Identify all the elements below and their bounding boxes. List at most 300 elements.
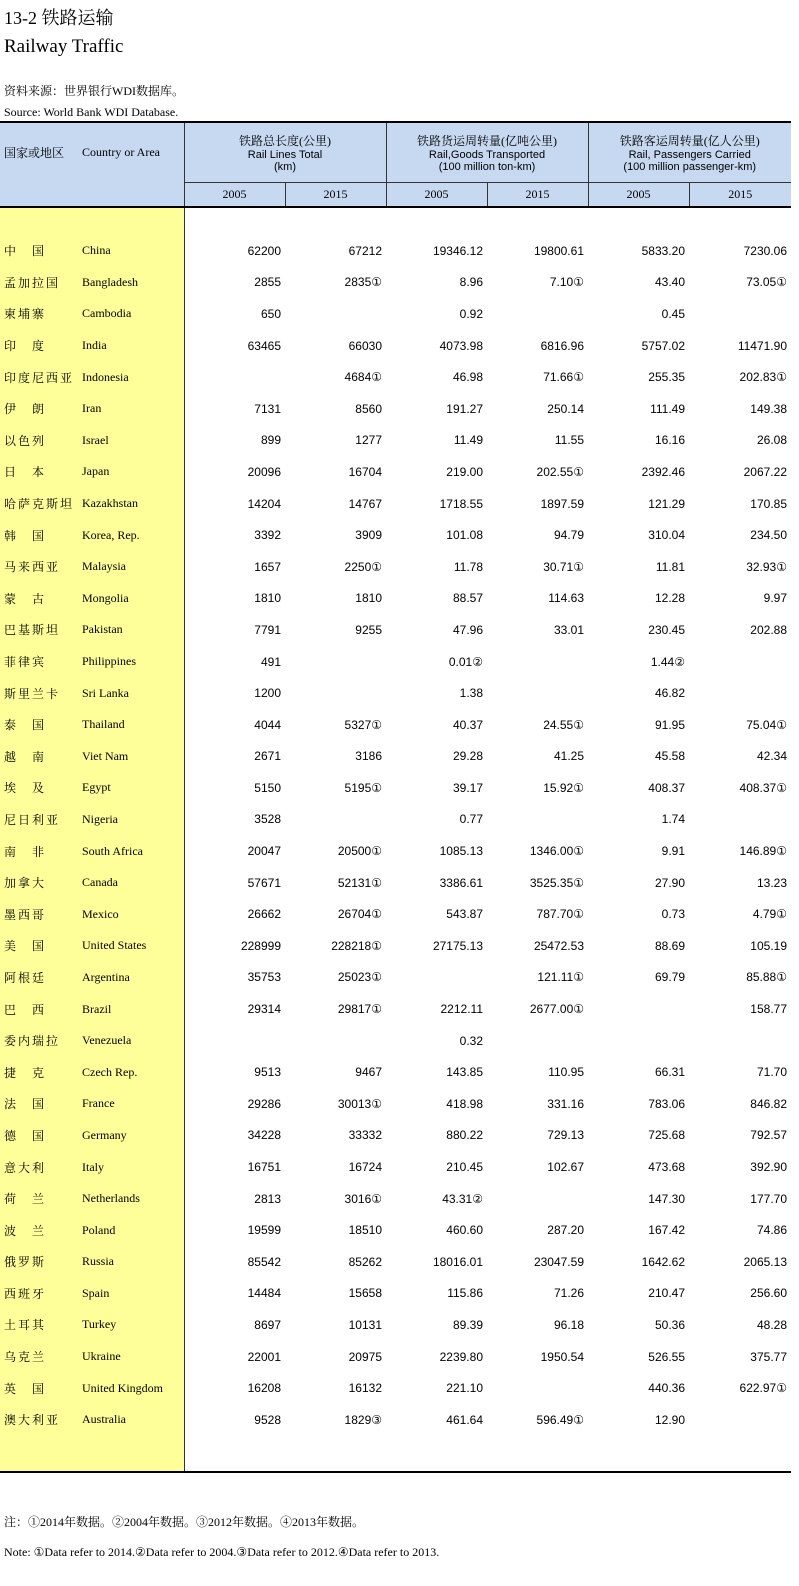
value-cell: 1085.13 bbox=[439, 844, 483, 859]
table-row bbox=[0, 835, 791, 867]
value-cell: 2212.11 bbox=[440, 1002, 483, 1017]
value-cell: 2671 bbox=[254, 749, 281, 764]
value-cell: 85.88① bbox=[746, 970, 787, 985]
value-cell: 408.37① bbox=[739, 780, 787, 795]
country-name-cn: 伊 朗 bbox=[0, 393, 82, 425]
value-cell: 1657 bbox=[254, 559, 281, 574]
value-cell: 12.28 bbox=[654, 591, 685, 606]
table-row bbox=[0, 646, 791, 678]
value-cell: 1810 bbox=[355, 591, 382, 606]
country-name-cn: 尼日利亚 bbox=[0, 804, 82, 836]
value-cell: 67212 bbox=[348, 243, 382, 258]
table-row bbox=[0, 298, 791, 330]
value-cell bbox=[487, 804, 588, 836]
header-group-passengers-cn: 铁路客运周转量(亿人公里) bbox=[619, 133, 760, 148]
country-name-en: Japan bbox=[82, 456, 184, 488]
value-cell: 3909 bbox=[355, 528, 382, 543]
table-row bbox=[0, 709, 791, 741]
value-cell: 3392 bbox=[254, 528, 281, 543]
value-cell: 62200 bbox=[247, 243, 281, 258]
table-row bbox=[0, 741, 791, 773]
value-cell: 1.38 bbox=[459, 686, 483, 701]
value-cell: 25472.53 bbox=[533, 938, 584, 953]
value-cell bbox=[588, 993, 689, 1025]
value-cell: 121.11① bbox=[537, 970, 584, 985]
country-name-cn: 美 国 bbox=[0, 930, 82, 962]
value-cell: 71.26 bbox=[553, 1286, 584, 1301]
value-cell: 2835① bbox=[344, 275, 382, 290]
country-name-cn: 埃 及 bbox=[0, 772, 82, 804]
value-cell: 460.60 bbox=[446, 1223, 483, 1238]
value-cell: 899 bbox=[260, 433, 281, 448]
value-cell: 202.88 bbox=[750, 622, 787, 637]
country-name-en: Cambodia bbox=[82, 298, 184, 330]
value-cell: 0.01② bbox=[448, 654, 483, 669]
year-header: 2015 bbox=[285, 182, 386, 207]
country-name-cn: 乌克兰 bbox=[0, 1341, 82, 1373]
header-group-goods-cn: 铁路货运周转量(亿吨公里) bbox=[417, 133, 557, 148]
value-cell: 210.45 bbox=[446, 1160, 483, 1175]
value-cell: 30.71① bbox=[543, 559, 584, 574]
value-cell: 147.30 bbox=[648, 1191, 685, 1206]
country-name-en: South Africa bbox=[82, 835, 184, 867]
table-row bbox=[0, 1404, 791, 1436]
value-cell: 46.98 bbox=[452, 370, 483, 385]
country-name-cn: 巴 西 bbox=[0, 993, 82, 1025]
country-name-cn: 加拿大 bbox=[0, 867, 82, 899]
value-cell: 20975 bbox=[348, 1349, 382, 1364]
country-name-en: Argentina bbox=[82, 962, 184, 994]
table-row bbox=[0, 393, 791, 425]
value-cell: 48.28 bbox=[756, 1317, 787, 1332]
country-name-en: China bbox=[82, 235, 184, 267]
value-cell: 0.73 bbox=[661, 907, 685, 922]
country-name-cn: 马来西亚 bbox=[0, 551, 82, 583]
value-cell: 52131① bbox=[337, 875, 382, 890]
table-row bbox=[0, 488, 791, 520]
country-name-en: Germany bbox=[82, 1120, 184, 1152]
value-cell: 202.83① bbox=[739, 370, 787, 385]
country-name-cn: 越 南 bbox=[0, 741, 82, 773]
value-cell: 2392.46 bbox=[641, 464, 685, 479]
value-cell: 7791 bbox=[254, 622, 281, 637]
table-row bbox=[0, 930, 791, 962]
value-cell: 7.10① bbox=[549, 275, 584, 290]
country-name-en: United Kingdom bbox=[82, 1372, 184, 1404]
value-cell bbox=[285, 677, 386, 709]
value-cell: 12.90 bbox=[654, 1412, 685, 1427]
value-cell: 310.04 bbox=[648, 528, 685, 543]
value-cell bbox=[487, 1372, 588, 1404]
value-cell: 191.27 bbox=[446, 401, 483, 416]
value-cell: 2239.80 bbox=[439, 1349, 483, 1364]
value-cell: 1.74 bbox=[661, 812, 685, 827]
header-group-rail-lines bbox=[184, 122, 386, 182]
value-cell: 9.97 bbox=[763, 591, 787, 606]
value-cell: 228218① bbox=[331, 938, 382, 953]
value-cell: 46.82 bbox=[654, 686, 685, 701]
value-cell: 15658 bbox=[348, 1286, 382, 1301]
value-cell: 13.23 bbox=[756, 875, 787, 890]
value-cell: 11.78 bbox=[453, 559, 483, 574]
value-cell: 5327① bbox=[344, 717, 382, 732]
country-name-cn: 哈萨克斯坦 bbox=[0, 488, 82, 520]
value-cell bbox=[689, 677, 791, 709]
value-cell: 16132 bbox=[348, 1381, 382, 1396]
country-name-en: Nigeria bbox=[82, 804, 184, 836]
value-cell: 210.47 bbox=[648, 1286, 685, 1301]
table-row bbox=[0, 267, 791, 299]
value-cell: 75.04① bbox=[746, 717, 787, 732]
value-cell: 1897.59 bbox=[540, 496, 584, 511]
country-name-en: Mexico bbox=[82, 898, 184, 930]
value-cell: 5757.02 bbox=[641, 338, 685, 353]
value-cell: 9528 bbox=[254, 1412, 281, 1427]
value-cell: 29.28 bbox=[452, 749, 483, 764]
country-name-en: Korea, Rep. bbox=[82, 519, 184, 551]
value-cell: 35753 bbox=[247, 970, 281, 985]
value-cell: 11.55 bbox=[554, 433, 584, 448]
year-header: 2005 bbox=[184, 182, 285, 207]
value-cell: 787.70① bbox=[536, 907, 584, 922]
value-cell: 20500① bbox=[337, 844, 382, 859]
value-cell: 3016① bbox=[344, 1191, 382, 1206]
value-cell: 45.58 bbox=[654, 749, 685, 764]
header-group-goods-unit: (100 million ton-km) bbox=[438, 160, 536, 173]
value-cell: 729.13 bbox=[547, 1128, 584, 1143]
value-cell: 43.40 bbox=[654, 275, 685, 290]
value-cell: 219.00 bbox=[446, 464, 483, 479]
table-row bbox=[0, 867, 791, 899]
value-cell: 158.77 bbox=[750, 1002, 787, 1017]
table-row bbox=[0, 772, 791, 804]
value-cell: 1718.55 bbox=[439, 496, 483, 511]
value-cell: 7230.06 bbox=[743, 243, 787, 258]
source-note-en: Source: World Bank WDI Database. bbox=[4, 105, 179, 119]
header-blank-cn bbox=[0, 182, 82, 207]
year-header: 2015 bbox=[689, 182, 791, 207]
value-cell: 19599 bbox=[247, 1223, 281, 1238]
country-name-en: Thailand bbox=[82, 709, 184, 741]
value-cell: 29314 bbox=[247, 1002, 281, 1017]
country-name-cn: 荷 兰 bbox=[0, 1183, 82, 1215]
table-row bbox=[0, 425, 791, 457]
value-cell: 0.77 bbox=[459, 812, 483, 827]
country-name-cn: 泰 国 bbox=[0, 709, 82, 741]
value-cell bbox=[285, 804, 386, 836]
value-cell: 846.82 bbox=[750, 1096, 787, 1111]
value-cell: 8.96 bbox=[459, 275, 483, 290]
value-cell bbox=[285, 298, 386, 330]
value-cell: 71.70 bbox=[756, 1065, 787, 1080]
value-cell bbox=[285, 646, 386, 678]
country-name-en: Iran bbox=[82, 393, 184, 425]
value-cell: 0.45 bbox=[661, 306, 685, 321]
value-cell: 2855 bbox=[254, 275, 281, 290]
value-cell bbox=[689, 1404, 791, 1436]
value-cell: 111.49 bbox=[650, 401, 685, 416]
value-cell bbox=[588, 1025, 689, 1057]
value-cell: 5150 bbox=[254, 780, 281, 795]
table-row bbox=[0, 962, 791, 994]
source-note-cn: 资料来源：世界银行WDI数据库。 bbox=[4, 84, 184, 98]
value-cell: 146.89① bbox=[739, 844, 787, 859]
value-cell: 4684① bbox=[344, 370, 382, 385]
value-cell: 43.31② bbox=[442, 1191, 483, 1206]
value-cell: 22001 bbox=[247, 1349, 281, 1364]
value-cell: 1.44② bbox=[650, 654, 685, 669]
value-cell: 7131 bbox=[254, 401, 281, 416]
value-cell: 9255 bbox=[355, 622, 382, 637]
value-cell: 14767 bbox=[348, 496, 382, 511]
value-cell: 440.36 bbox=[648, 1381, 685, 1396]
table-row bbox=[0, 898, 791, 930]
value-cell: 10131 bbox=[348, 1317, 382, 1332]
value-cell: 1810 bbox=[254, 591, 281, 606]
value-cell: 392.90 bbox=[750, 1160, 787, 1175]
year-header: 2005 bbox=[386, 182, 487, 207]
value-cell: 0.32 bbox=[459, 1033, 483, 1048]
country-name-en: India bbox=[82, 330, 184, 362]
value-cell: 47.96 bbox=[452, 622, 483, 637]
value-cell: 19346.12 bbox=[432, 243, 483, 258]
header-group-passengers-unit: (100 million passenger-km) bbox=[623, 160, 757, 173]
country-name-cn: 波 兰 bbox=[0, 1214, 82, 1246]
value-cell: 41.25 bbox=[553, 749, 584, 764]
value-cell: 167.42 bbox=[648, 1223, 685, 1238]
table-row bbox=[0, 583, 791, 615]
value-cell: 461.64 bbox=[446, 1412, 483, 1427]
table-row bbox=[0, 1183, 791, 1215]
country-name-cn: 捷 克 bbox=[0, 1056, 82, 1088]
country-name-en: Spain bbox=[82, 1278, 184, 1310]
value-cell bbox=[487, 1183, 588, 1215]
value-cell bbox=[184, 1025, 285, 1057]
value-cell: 110.95 bbox=[548, 1065, 584, 1080]
table-row bbox=[0, 330, 791, 362]
year-header: 2005 bbox=[588, 182, 689, 207]
value-cell: 5195① bbox=[344, 780, 382, 795]
value-cell: 287.20 bbox=[547, 1223, 584, 1238]
value-cell: 27.90 bbox=[654, 875, 685, 890]
value-cell: 29286 bbox=[247, 1096, 281, 1111]
value-cell: 408.37 bbox=[648, 780, 685, 795]
value-cell: 16.16 bbox=[654, 433, 685, 448]
country-name-cn: 印度尼西亚 bbox=[0, 361, 82, 393]
country-name-en: Poland bbox=[82, 1214, 184, 1246]
value-cell: 66.31 bbox=[654, 1065, 685, 1080]
value-cell: 57671 bbox=[247, 875, 281, 890]
value-cell: 255.35 bbox=[648, 370, 685, 385]
table-row bbox=[0, 1056, 791, 1088]
value-cell: 596.49① bbox=[536, 1412, 584, 1427]
country-name-cn: 英 国 bbox=[0, 1372, 82, 1404]
railway-table-container bbox=[0, 121, 791, 1473]
value-cell: 74.86 bbox=[756, 1223, 787, 1238]
value-cell bbox=[487, 1025, 588, 1057]
value-cell: 94.79 bbox=[553, 528, 584, 543]
country-name-en: Bangladesh bbox=[82, 267, 184, 299]
value-cell: 4.79① bbox=[752, 907, 787, 922]
value-cell: 4073.98 bbox=[439, 338, 483, 353]
header-group-passengers bbox=[588, 122, 791, 182]
table-row bbox=[0, 1309, 791, 1341]
country-name-en: Australia bbox=[82, 1404, 184, 1436]
value-cell: 5833.20 bbox=[641, 243, 685, 258]
value-cell: 792.57 bbox=[750, 1128, 787, 1143]
value-cell: 1642.62 bbox=[641, 1254, 685, 1269]
table-row bbox=[0, 1120, 791, 1152]
value-cell: 91.95 bbox=[654, 717, 685, 732]
header-country-cn: 国家或地区 bbox=[0, 122, 82, 182]
value-cell: 88.69 bbox=[654, 938, 685, 953]
value-cell: 9513 bbox=[254, 1065, 281, 1080]
value-cell bbox=[487, 677, 588, 709]
value-cell: 2677.00① bbox=[529, 1002, 584, 1017]
country-name-en: Russia bbox=[82, 1246, 184, 1278]
table-row bbox=[0, 361, 791, 393]
value-cell: 29817① bbox=[337, 1002, 382, 1017]
spacer-row-top bbox=[0, 207, 791, 235]
value-cell: 230.45 bbox=[648, 622, 685, 637]
header-group-rail-lines-cn: 铁路总长度(公里) bbox=[239, 133, 331, 148]
value-cell: 375.77 bbox=[750, 1349, 787, 1364]
country-name-cn: 蒙 古 bbox=[0, 583, 82, 615]
value-cell bbox=[689, 298, 791, 330]
table-row bbox=[0, 456, 791, 488]
value-cell: 27175.13 bbox=[432, 938, 483, 953]
value-cell: 121.29 bbox=[648, 496, 685, 511]
page-title-cn: 13-2 铁路运输 bbox=[4, 8, 114, 28]
header-group-rail-lines-en: Rail Lines Total bbox=[247, 148, 323, 161]
header-row-years bbox=[0, 182, 791, 207]
value-cell: 1277 bbox=[355, 433, 382, 448]
value-cell: 202.55① bbox=[536, 464, 584, 479]
header-group-goods-en: Rail,Goods Transported bbox=[428, 148, 546, 161]
value-cell: 33.01 bbox=[553, 622, 584, 637]
header-country-en: Country or Area bbox=[82, 122, 184, 182]
value-cell: 473.68 bbox=[648, 1160, 685, 1175]
value-cell: 3525.35① bbox=[529, 875, 584, 890]
value-cell bbox=[689, 804, 791, 836]
value-cell bbox=[487, 646, 588, 678]
country-name-cn: 阿根廷 bbox=[0, 962, 82, 994]
value-cell: 32.93① bbox=[746, 559, 787, 574]
value-cell: 543.87 bbox=[446, 907, 483, 922]
value-cell: 18510 bbox=[348, 1223, 382, 1238]
table-row bbox=[0, 235, 791, 267]
country-name-en: Czech Rep. bbox=[82, 1056, 184, 1088]
value-cell: 8697 bbox=[254, 1317, 281, 1332]
value-cell bbox=[386, 962, 487, 994]
value-cell: 14204 bbox=[247, 496, 281, 511]
value-cell: 234.50 bbox=[750, 528, 787, 543]
value-cell bbox=[689, 646, 791, 678]
country-name-cn: 法 国 bbox=[0, 1088, 82, 1120]
value-cell: 114.63 bbox=[548, 591, 584, 606]
value-cell: 9467 bbox=[355, 1065, 382, 1080]
value-cell: 88.57 bbox=[452, 591, 483, 606]
country-name-cn: 俄罗斯 bbox=[0, 1246, 82, 1278]
value-cell: 1829③ bbox=[344, 1412, 382, 1427]
value-cell: 6816.96 bbox=[540, 338, 584, 353]
value-cell: 16751 bbox=[247, 1160, 281, 1175]
value-cell: 8560 bbox=[355, 401, 382, 416]
table-row bbox=[0, 1151, 791, 1183]
value-cell: 23047.59 bbox=[533, 1254, 584, 1269]
value-cell: 33332 bbox=[348, 1128, 382, 1143]
table-row bbox=[0, 519, 791, 551]
header-group-goods bbox=[386, 122, 588, 182]
table-row bbox=[0, 1088, 791, 1120]
value-cell: 11.49 bbox=[453, 433, 483, 448]
value-cell bbox=[184, 361, 285, 393]
value-cell: 34228 bbox=[247, 1128, 281, 1143]
footnote-en: Note: ①Data refer to 2014.②Data refer to 2004.③Data refer to 2012.④Data refer to 2013. bbox=[4, 1545, 440, 1559]
table-row bbox=[0, 1246, 791, 1278]
country-name-en: Turkey bbox=[82, 1309, 184, 1341]
value-cell: 85262 bbox=[348, 1254, 382, 1269]
header-group-passengers-en: Rail, Passengers Carried bbox=[628, 148, 751, 161]
table-row bbox=[0, 1025, 791, 1057]
value-cell: 101.08 bbox=[446, 528, 483, 543]
country-name-cn: 菲律宾 bbox=[0, 646, 82, 678]
value-cell: 71.66① bbox=[543, 370, 584, 385]
value-cell: 14484 bbox=[247, 1286, 281, 1301]
country-name-cn: 斯里兰卡 bbox=[0, 677, 82, 709]
header-blank-en bbox=[82, 182, 184, 207]
value-cell: 725.68 bbox=[648, 1128, 685, 1143]
value-cell: 221.10 bbox=[446, 1381, 483, 1396]
country-name-cn: 土耳其 bbox=[0, 1309, 82, 1341]
value-cell: 1950.54 bbox=[540, 1349, 584, 1364]
value-cell: 96.18 bbox=[553, 1317, 584, 1332]
value-cell: 16724 bbox=[348, 1160, 382, 1175]
value-cell: 880.22 bbox=[446, 1128, 483, 1143]
country-name-en: Canada bbox=[82, 867, 184, 899]
value-cell: 418.98 bbox=[446, 1096, 483, 1111]
value-cell: 11471.90 bbox=[737, 338, 787, 353]
value-cell: 26704① bbox=[337, 907, 382, 922]
value-cell: 3186 bbox=[355, 749, 382, 764]
railway-traffic-table bbox=[0, 121, 791, 1473]
value-cell: 256.60 bbox=[750, 1286, 787, 1301]
value-cell: 2813 bbox=[254, 1191, 281, 1206]
country-name-en: France bbox=[82, 1088, 184, 1120]
country-name-en: Venezuela bbox=[82, 1025, 184, 1057]
country-name-en: Sri Lanka bbox=[82, 677, 184, 709]
value-cell: 177.70 bbox=[750, 1191, 787, 1206]
country-name-en: Israel bbox=[82, 425, 184, 457]
value-cell: 2067.22 bbox=[743, 464, 787, 479]
value-cell: 19800.61 bbox=[533, 243, 584, 258]
footnote-cn: 注：①2014年数据。②2004年数据。③2012年数据。④2013年数据。 bbox=[4, 1515, 365, 1529]
value-cell: 63465 bbox=[247, 338, 281, 353]
value-cell: 105.19 bbox=[750, 938, 787, 953]
value-cell: 9.91 bbox=[661, 844, 685, 859]
value-cell: 18016.01 bbox=[432, 1254, 483, 1269]
country-name-en: Italy bbox=[82, 1151, 184, 1183]
value-cell bbox=[689, 1025, 791, 1057]
value-cell: 102.67 bbox=[547, 1160, 584, 1175]
country-name-en: Pakistan bbox=[82, 614, 184, 646]
value-cell: 16208 bbox=[247, 1381, 281, 1396]
country-name-cn: 孟加拉国 bbox=[0, 267, 82, 299]
country-name-en: United States bbox=[82, 930, 184, 962]
country-name-cn: 南 非 bbox=[0, 835, 82, 867]
value-cell: 26.08 bbox=[756, 433, 787, 448]
page-title-en: Railway Traffic bbox=[4, 36, 124, 57]
